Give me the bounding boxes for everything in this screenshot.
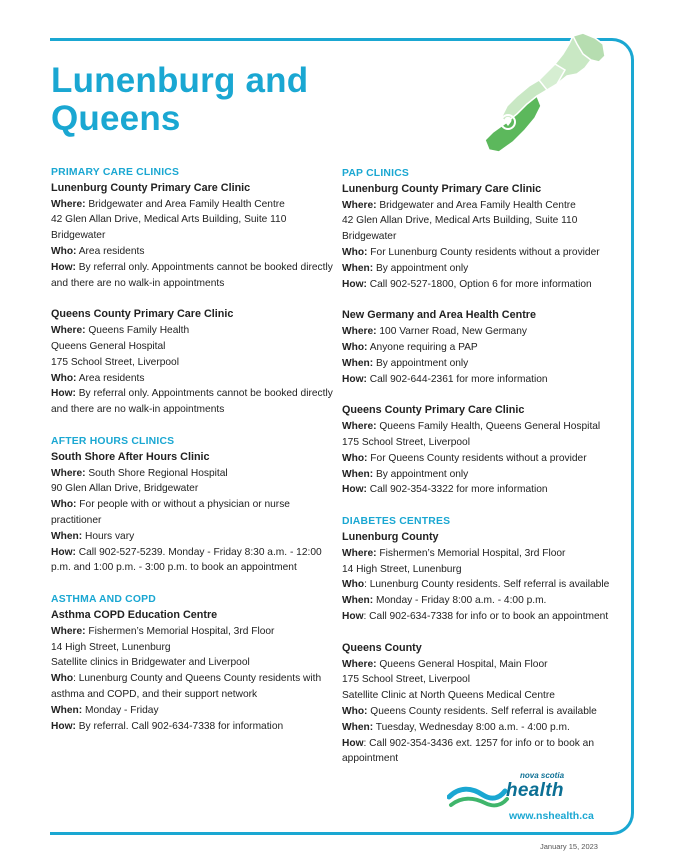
how-value: By referral only. Appointments cannot be booked directly and there are no walk-in appointments bbox=[51, 261, 333, 289]
where-value: 100 Varner Road, New Germany bbox=[376, 326, 527, 338]
how-line bbox=[51, 386, 341, 418]
where-value: Bridgewater and Area Family Health Centre bbox=[85, 198, 285, 210]
how-value: By referral only. Appointments cannot be booked directly and there are no walk-in appointments bbox=[51, 388, 333, 416]
how-value: : Call 902-634-7338 for info or to book an appointment bbox=[363, 610, 609, 622]
right-column bbox=[342, 166, 627, 767]
when-value: By appointment only bbox=[373, 468, 469, 480]
clinic-title: New Germany and Area Health Centre bbox=[342, 309, 537, 322]
nova-scotia-map bbox=[455, 30, 615, 160]
clinic-entry bbox=[342, 182, 627, 293]
where-line bbox=[342, 546, 627, 562]
how-value: Call 902-527-5239. Monday - Friday 8:30 a.m. - 12:00 p.m. and 1:00 p.m. - 3:00 p.m. to book an appointment bbox=[51, 546, 322, 574]
how-value: Call 902-527-1800, Option 6 for more information bbox=[366, 278, 592, 290]
who-line bbox=[342, 451, 627, 467]
address-line: 90 Glen Allan Drive, Bridgewater bbox=[51, 483, 199, 495]
who-value: For Lunenburg County residents without a provider bbox=[367, 246, 600, 258]
clinic-entry bbox=[342, 403, 627, 498]
how-line bbox=[342, 736, 627, 768]
section-heading: AFTER HOURS CLINICS bbox=[51, 435, 175, 447]
when-line bbox=[342, 261, 627, 277]
when-line bbox=[342, 356, 627, 372]
address-line: Bridgewater bbox=[51, 230, 106, 242]
where-value: South Shore Regional Hospital bbox=[85, 467, 228, 479]
left-column bbox=[51, 165, 341, 734]
address-line: Satellite clinics in Bridgewater and Liverpool bbox=[51, 657, 250, 669]
who-label: Who: bbox=[342, 341, 368, 353]
when-label: When: bbox=[342, 721, 374, 733]
where-value: Queens Family Health, Queens General Hospital bbox=[376, 421, 601, 433]
logo-small-text: nova scotia bbox=[520, 771, 565, 780]
when-line bbox=[342, 467, 627, 483]
who-value: For Queens County residents without a provider bbox=[367, 452, 587, 464]
where-value: Bridgewater and Area Family Health Centre bbox=[376, 199, 576, 211]
address-line: 42 Glen Allan Drive, Medical Arts Building, Suite 110 bbox=[342, 215, 578, 227]
when-line bbox=[342, 593, 627, 609]
when-value: Hours vary bbox=[82, 530, 135, 542]
how-label: How: bbox=[342, 373, 367, 385]
how-value: Call 902-644-2361 for more information bbox=[366, 373, 548, 385]
who-line bbox=[342, 577, 627, 593]
section-primary-care bbox=[51, 165, 341, 418]
who-label: Who bbox=[342, 579, 365, 591]
clinic-title: Lunenburg County Primary Care Clinic bbox=[342, 182, 542, 195]
where-label: Where: bbox=[342, 326, 377, 338]
when-line bbox=[342, 720, 627, 736]
address-line: Bridgewater bbox=[342, 231, 397, 243]
clinic-entry bbox=[342, 641, 627, 767]
how-label: How: bbox=[342, 278, 367, 290]
address-line: 175 School Street, Liverpool bbox=[51, 356, 179, 368]
address-line: Queens General Hospital bbox=[51, 340, 166, 352]
section-heading: DIABETES CENTRES bbox=[342, 516, 451, 528]
publication-date: January 15, 2023 bbox=[540, 842, 598, 851]
how-label: How: bbox=[51, 388, 76, 400]
when-label: When: bbox=[342, 262, 374, 274]
who-value: Area residents bbox=[76, 372, 145, 384]
how-value: Call 902-354-3322 for more information bbox=[366, 484, 548, 496]
address-line: 175 School Street, Liverpool bbox=[342, 436, 470, 448]
address-line: Satellite Clinic at North Queens Medical Centre bbox=[342, 690, 555, 702]
clinic-entry bbox=[51, 181, 341, 292]
clinic-title: Queens County Primary Care Clinic bbox=[51, 308, 234, 321]
where-label: Where: bbox=[342, 658, 377, 670]
how-line bbox=[51, 545, 341, 577]
where-label: Where: bbox=[51, 198, 86, 210]
when-line bbox=[51, 703, 341, 719]
when-value: By appointment only bbox=[373, 357, 469, 369]
when-label: When: bbox=[342, 357, 374, 369]
section-after-hours bbox=[51, 434, 341, 576]
how-line bbox=[342, 372, 627, 388]
section-heading: PRIMARY CARE CLINICS bbox=[51, 167, 180, 178]
who-value: Anyone requiring a PAP bbox=[367, 341, 478, 353]
who-line bbox=[51, 671, 341, 703]
where-line bbox=[51, 323, 341, 339]
where-value: Queens Family Health bbox=[85, 325, 190, 337]
how-value: : Call 902-354-3436 ext. 1257 for info or to book an appointment bbox=[342, 737, 595, 765]
where-line bbox=[342, 324, 627, 340]
where-label: Where: bbox=[342, 421, 377, 433]
who-label: Who: bbox=[342, 246, 368, 258]
clinic-entry bbox=[51, 450, 341, 576]
where-label: Where: bbox=[51, 325, 86, 337]
who-line bbox=[51, 371, 341, 387]
how-line bbox=[342, 277, 627, 293]
where-line bbox=[342, 657, 627, 673]
where-label: Where: bbox=[51, 467, 86, 479]
where-value: Queens General Hospital, Main Floor bbox=[376, 658, 548, 670]
who-line bbox=[342, 340, 627, 356]
who-label: Who: bbox=[51, 372, 77, 384]
who-label: Who: bbox=[342, 452, 368, 464]
clinic-title: Lunenburg County bbox=[342, 530, 439, 543]
when-label: When: bbox=[342, 468, 374, 480]
how-label: How bbox=[342, 610, 364, 622]
who-label: Who: bbox=[51, 245, 77, 257]
who-line bbox=[342, 245, 627, 261]
when-label: When: bbox=[51, 530, 83, 542]
where-label: Where: bbox=[342, 547, 377, 559]
when-value: Monday - Friday bbox=[82, 704, 159, 716]
where-line bbox=[51, 466, 341, 482]
where-value: Fishermen’s Memorial Hospital, 3rd Floor bbox=[85, 625, 275, 637]
section-pap-clinics bbox=[342, 166, 627, 498]
website-link[interactable]: www.nshealth.ca bbox=[509, 810, 594, 822]
where-label: Where: bbox=[342, 199, 377, 211]
where-line bbox=[342, 419, 627, 435]
clinic-title: Lunenburg County Primary Care Clinic bbox=[51, 181, 251, 194]
section-heading: PAP CLINICS bbox=[342, 168, 410, 179]
section-diabetes-centres bbox=[342, 514, 627, 767]
when-value: By appointment only bbox=[373, 262, 469, 274]
who-value: Queens County residents. Self referral is available bbox=[367, 705, 597, 717]
who-line bbox=[51, 244, 341, 260]
section-heading: ASTHMA AND COPD bbox=[51, 594, 156, 606]
when-value: Tuesday, Wednesday 8:00 a.m. - 4:00 p.m. bbox=[373, 721, 570, 733]
page-title: Lunenburg and Queens bbox=[51, 61, 309, 138]
map-base-region bbox=[501, 33, 605, 122]
how-line bbox=[51, 260, 341, 292]
where-line bbox=[342, 198, 627, 214]
how-label: How bbox=[342, 737, 364, 749]
clinic-title: Asthma COPD Education Centre bbox=[51, 608, 218, 621]
when-line bbox=[51, 529, 341, 545]
who-value: : Lunenburg County residents. Self referral is available bbox=[364, 579, 610, 591]
clinic-entry bbox=[51, 307, 341, 418]
who-value: For people with or without a physician or nurse practitioner bbox=[51, 499, 290, 526]
how-label: How: bbox=[51, 720, 76, 732]
when-value: Monday - Friday 8:00 a.m. - 4:00 p.m. bbox=[373, 595, 547, 607]
how-label: How: bbox=[51, 546, 76, 558]
who-value: Area residents bbox=[76, 245, 145, 257]
where-value: Fishermen’s Memorial Hospital, 3rd Floor bbox=[376, 547, 566, 559]
clinic-entry bbox=[342, 308, 627, 387]
section-asthma-copd bbox=[51, 592, 341, 734]
clinic-title: Queens County Primary Care Clinic bbox=[342, 404, 525, 417]
where-line bbox=[51, 197, 341, 213]
clinic-entry bbox=[51, 608, 341, 734]
who-label: Who bbox=[51, 673, 74, 685]
where-line bbox=[51, 624, 341, 640]
how-value: By referral. Call 902-634-7338 for information bbox=[75, 720, 284, 732]
who-label: Who: bbox=[342, 705, 368, 717]
how-label: How: bbox=[342, 484, 367, 496]
how-line bbox=[51, 719, 341, 735]
when-label: When: bbox=[342, 595, 374, 607]
how-line bbox=[342, 482, 627, 498]
when-label: When: bbox=[51, 704, 83, 716]
address-line: 175 School Street, Liverpool bbox=[342, 674, 470, 686]
clinic-title: Queens County bbox=[342, 641, 422, 654]
where-label: Where: bbox=[51, 625, 86, 637]
clinic-entry bbox=[342, 530, 627, 625]
address-line: 14 High Street, Lunenburg bbox=[342, 563, 462, 575]
who-value: : Lunenburg County and Queens County residents with asthma and COPD, and their support network bbox=[51, 673, 322, 700]
address-line: 42 Glen Allan Drive, Medical Arts Building, Suite 110 bbox=[51, 214, 287, 226]
how-line bbox=[342, 609, 627, 625]
who-label: Who: bbox=[51, 499, 77, 511]
frame-bottom-border bbox=[50, 832, 605, 835]
how-label: How: bbox=[51, 261, 76, 273]
who-line bbox=[51, 497, 341, 529]
who-line bbox=[342, 704, 627, 720]
address-line: 14 High Street, Lunenburg bbox=[51, 641, 171, 653]
clinic-title: South Shore After Hours Clinic bbox=[51, 450, 210, 463]
logo-word: health bbox=[506, 780, 564, 801]
